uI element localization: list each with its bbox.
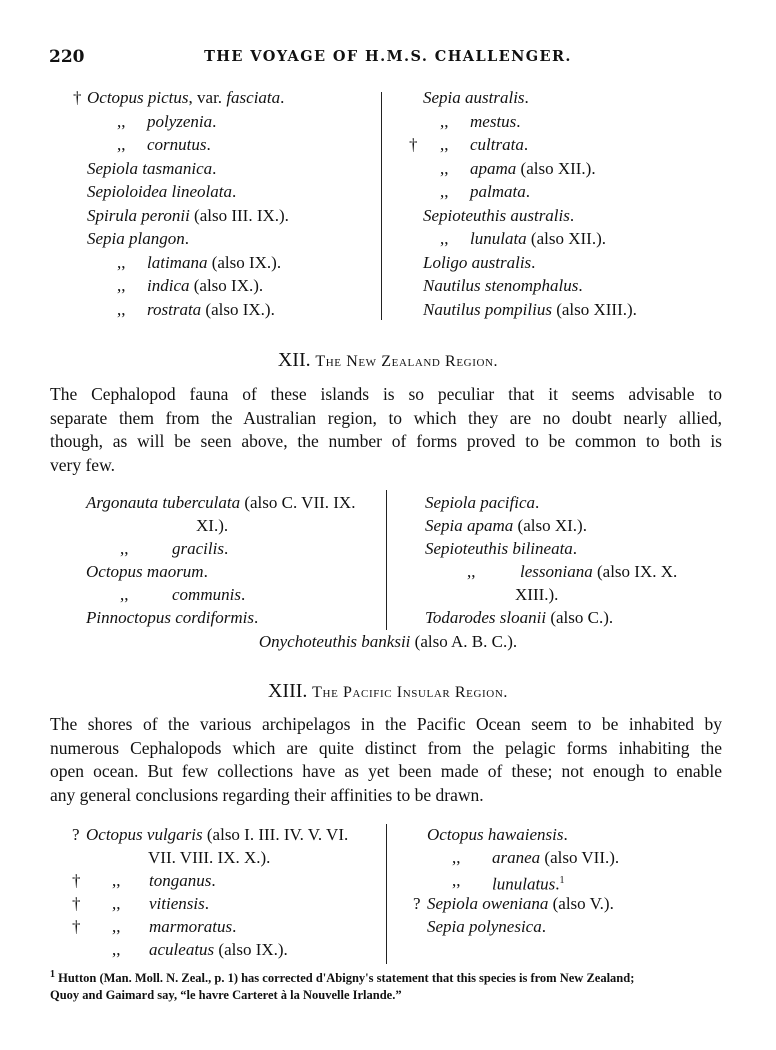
list-entry — [515, 585, 558, 605]
genus-name: Sepia australis — [423, 88, 525, 107]
species-name: gracilis — [172, 539, 224, 558]
genus-name: Sepiola oweniana — [427, 894, 549, 913]
entry-mark: † — [72, 894, 81, 913]
genus-name: Sepia plangon — [87, 229, 185, 248]
section-xiii-paragraph — [50, 713, 722, 807]
list-entry — [87, 88, 284, 108]
list-entry — [147, 300, 275, 320]
section-xiii-number: XIII. — [267, 680, 308, 702]
ditto-holder — [467, 562, 476, 582]
entry-note: (also A. B. C.). — [410, 632, 518, 651]
section-xiii-title: The Pacific Insular Region. — [312, 684, 508, 701]
list-entry — [423, 253, 535, 273]
ditto-mark: ,, — [117, 135, 126, 154]
list-entry — [87, 229, 189, 249]
species-name: apama — [470, 158, 517, 178]
ditto-holder — [112, 871, 121, 891]
species-name: mestus — [470, 111, 517, 131]
list-entry — [86, 493, 355, 513]
entry-note: (also C.). — [546, 608, 614, 627]
ditto-holder — [117, 300, 126, 320]
entry-note: . — [523, 135, 529, 154]
footnote-marker: 1 — [50, 969, 55, 980]
entry-note: . — [525, 182, 530, 201]
entry-note: (also IX.). — [207, 252, 282, 272]
ditto-holder — [117, 112, 126, 132]
paragraph-line: The shores of the various archipelagos in the Pacific Ocean seem to be inhabited by — [50, 714, 722, 734]
entry-note: (also IX.). — [189, 276, 264, 295]
ditto-mark: ,, — [440, 135, 449, 154]
entry-note: (also XIII.). — [551, 299, 637, 319]
species-name: lessoniana — [520, 562, 593, 581]
entry-mark: † — [72, 917, 81, 936]
column-divider — [381, 92, 382, 320]
entry-note: (also I. III. IV. V. VI. — [202, 825, 349, 844]
genus-name: Todarodes sloanii — [425, 608, 547, 627]
entry-note: (also V.). — [548, 894, 614, 913]
list-entry — [425, 493, 539, 513]
section-xii-title: The New Zealand Region. — [315, 353, 499, 370]
list-entry — [172, 539, 228, 559]
ditto-holder — [112, 894, 121, 914]
ditto-holder — [117, 253, 126, 273]
genus-name: Argonauta tuberculata — [86, 493, 241, 512]
ditto-mark: ,, — [452, 848, 461, 867]
species-name: indica — [147, 276, 190, 295]
species-name: latimana — [147, 252, 208, 272]
species-name: cornutus — [147, 135, 207, 154]
section-xii-paragraph — [50, 383, 722, 477]
running-title: THE VOYAGE OF H.M.S. CHALLENGER. — [204, 48, 572, 65]
entry-note: . — [531, 252, 536, 272]
genus-name: Nautilus stenomphalus — [423, 276, 579, 295]
list-entry — [86, 562, 208, 582]
ditto-mark: ,, — [117, 299, 126, 319]
list-entry — [147, 135, 211, 155]
entry-note: . — [563, 825, 568, 844]
entry-note: . — [231, 182, 237, 201]
list-entry — [470, 182, 530, 202]
ditto-mark: ,, — [467, 562, 476, 581]
list-entry — [425, 539, 577, 559]
species-name: vitiensis — [149, 894, 205, 913]
entry-note: . — [524, 88, 529, 107]
paragraph-line: though, as will be seen above, the number of forms proved to be common to both is — [50, 431, 722, 451]
ditto-holder — [120, 539, 129, 559]
list-entry — [87, 206, 289, 226]
paragraph-line: very few. — [50, 454, 115, 475]
entry-note: . — [211, 871, 216, 890]
entry-note: (also IX.). — [214, 940, 288, 959]
genus-name: Octopus maorum — [86, 562, 204, 581]
genus-name: Onychoteuthis banksii — [258, 632, 411, 651]
list-entry — [425, 608, 613, 628]
list-entry — [86, 825, 348, 845]
entry-note: . — [280, 88, 285, 107]
species-name: rostrata — [147, 299, 202, 319]
entry-mark: † — [409, 135, 418, 154]
ditto-mark: ,, — [440, 158, 449, 178]
ditto-holder — [440, 229, 449, 249]
genus-name: Sepioteuthis bilineata — [425, 539, 573, 558]
section-xii-number: XII. — [277, 349, 311, 371]
genus-name: Sepia apama — [425, 516, 514, 535]
list-entry — [172, 585, 245, 605]
ditto-mark: ,, — [120, 539, 129, 558]
section-xii-centered-entry — [0, 632, 776, 652]
entry-mark: ? — [413, 894, 421, 913]
species-name: palmata — [470, 182, 526, 201]
genus-name: Sepiola tasmanica — [87, 158, 213, 178]
species-name: marmoratus — [149, 917, 233, 936]
entry-text: , var. — [188, 88, 227, 107]
ditto-mark: ,, — [117, 252, 126, 272]
entry-note: (also XII.). — [516, 158, 596, 178]
ditto-holder — [440, 182, 449, 202]
ditto-holder — [112, 917, 121, 937]
entry-note: . — [203, 562, 208, 581]
genus-name: Sepioloidea lineolata — [87, 182, 232, 201]
genus-name: Sepiola pacifica — [425, 493, 536, 512]
entry-note: (also IX.). — [201, 299, 275, 319]
paragraph-line: any general conclusions regarding their affinities to be drawn. — [50, 784, 484, 805]
entry-note: . — [223, 539, 229, 558]
ditto-mark: ,, — [440, 229, 449, 248]
entry-note: . — [204, 894, 209, 913]
list-entry — [149, 871, 216, 891]
ditto-mark: ,, — [117, 111, 126, 131]
species-name: tonganus — [149, 871, 212, 890]
species-name: aranea — [492, 848, 541, 867]
entry-note: . — [569, 205, 575, 225]
list-entry — [470, 135, 528, 155]
entry-note: . — [541, 917, 546, 936]
ditto-holder — [120, 585, 129, 605]
list-entry — [147, 253, 281, 273]
species-name: lunulatus — [492, 874, 556, 894]
ditto-holder — [440, 135, 449, 155]
list-entry — [423, 88, 529, 108]
list-entry — [492, 871, 565, 895]
page-number: 220 — [49, 47, 85, 67]
ditto-holder — [452, 848, 461, 868]
genus-name: Nautilus pompilius — [423, 299, 552, 319]
footnote — [50, 966, 730, 1004]
list-entry — [149, 940, 288, 960]
paragraph-line: numerous Cephalopods which are quite distinct from the pelagic forms inhabiting the — [50, 737, 722, 758]
list-entry — [86, 608, 258, 628]
species-name: communis — [172, 585, 241, 604]
list-entry — [196, 516, 228, 536]
entry-note: . — [516, 111, 521, 131]
genus-name: Sepioteuthis australis — [423, 205, 570, 225]
entry-note: (also XII.). — [526, 229, 606, 248]
entry-note: . — [240, 585, 246, 604]
genus-name: Octopus hawaiensis — [427, 825, 564, 844]
genus-name: Octopus pictus — [87, 88, 189, 107]
ditto-holder — [440, 159, 449, 179]
list-entry — [520, 562, 677, 582]
entry-note: . — [578, 276, 583, 295]
species-name: aculeatus — [149, 940, 215, 959]
list-entry — [149, 917, 236, 937]
list-entry — [427, 825, 568, 845]
entry-mark: ? — [72, 825, 80, 844]
entry-note: (also III. IX.). — [189, 205, 289, 225]
entry-note: . — [232, 917, 237, 936]
list-entry — [423, 276, 583, 296]
list-entry — [147, 112, 216, 132]
ditto-mark: ,, — [112, 917, 121, 936]
entry-note: . — [184, 229, 189, 248]
entry-note: (also VII.). — [540, 848, 620, 867]
genus-name: Pinnoctopus cordiformis — [86, 608, 254, 627]
list-entry — [423, 300, 637, 320]
ditto-mark: ,, — [440, 111, 449, 131]
entry-note: . — [572, 539, 578, 558]
list-entry — [470, 159, 596, 179]
list-entry — [470, 229, 606, 249]
entry-note: . — [212, 111, 217, 131]
entry-note: . — [212, 158, 217, 178]
ditto-mark: ,, — [120, 585, 129, 604]
ditto-mark: ,, — [112, 871, 121, 890]
footnote-line: Quoy and Gaimard say, “le havre Carteret à la Nouvelle Irlande.” — [50, 988, 402, 1003]
ditto-mark: ,, — [112, 940, 121, 959]
list-entry — [492, 848, 619, 868]
section-xiii-heading — [0, 680, 776, 703]
ditto-mark: ,, — [440, 182, 449, 201]
entry-mark: † — [73, 88, 82, 107]
ditto-mark: ,, — [117, 276, 126, 295]
list-entry — [148, 848, 270, 868]
entry-note: . — [535, 493, 540, 512]
entry-note: VII. VIII. IX. X.). — [148, 848, 271, 867]
entry-note: XIII.). — [515, 585, 559, 604]
column-divider — [386, 490, 387, 630]
section-xii-heading — [0, 349, 776, 372]
species-name: lunulata — [470, 229, 527, 248]
list-entry — [427, 917, 546, 937]
list-entry — [425, 516, 587, 536]
entry-note: (also IX. X. — [592, 562, 678, 581]
list-entry — [87, 159, 216, 179]
ditto-mark: ,, — [452, 871, 461, 890]
entry-note: (also XI.). — [513, 516, 587, 535]
footnote-line: $^1$ Hutton (Man. Moll. N. Zeal., p. 1) has corrected d'Abigny's statement that this species is from New Zealand; — [50, 969, 635, 986]
paragraph-line: separate them from the Australian region, to which they are no doubt nearly allied, — [50, 407, 722, 428]
entry-note: . — [555, 874, 560, 894]
footnote-ref: 1 — [559, 875, 565, 886]
species-name: fasciata — [226, 88, 281, 107]
paragraph-line: The Cephalopod fauna of these islands is so peculiar that it seems advisable to — [50, 384, 722, 404]
entry-note: XI.). — [196, 516, 229, 535]
ditto-holder — [117, 135, 126, 155]
entry-note: . — [253, 608, 259, 627]
list-entry — [470, 112, 521, 132]
list-entry — [423, 206, 574, 226]
ditto-holder — [117, 276, 126, 296]
entry-note: . — [206, 135, 211, 154]
genus-name: Sepia polynesica — [427, 917, 542, 936]
list-entry — [427, 894, 614, 914]
species-name: polyzenia — [147, 111, 213, 131]
entry-mark: † — [72, 871, 81, 890]
list-entry — [87, 182, 236, 202]
column-divider — [386, 824, 387, 964]
genus-name: Loligo australis — [423, 252, 532, 272]
paragraph-line: open ocean. But few collections have as yet been made of these; not enough to enable — [50, 761, 722, 781]
ditto-holder — [440, 112, 449, 132]
genus-name: Spirula peronii — [87, 205, 190, 225]
list-entry — [147, 276, 263, 296]
ditto-mark: ,, — [112, 894, 121, 913]
ditto-holder — [112, 940, 121, 960]
entry-note: (also C. VII. IX. — [240, 493, 356, 512]
list-entry — [149, 894, 209, 914]
species-name: cultrata — [470, 135, 524, 154]
ditto-holder — [452, 871, 461, 891]
genus-name: Octopus vulgaris — [86, 825, 203, 844]
